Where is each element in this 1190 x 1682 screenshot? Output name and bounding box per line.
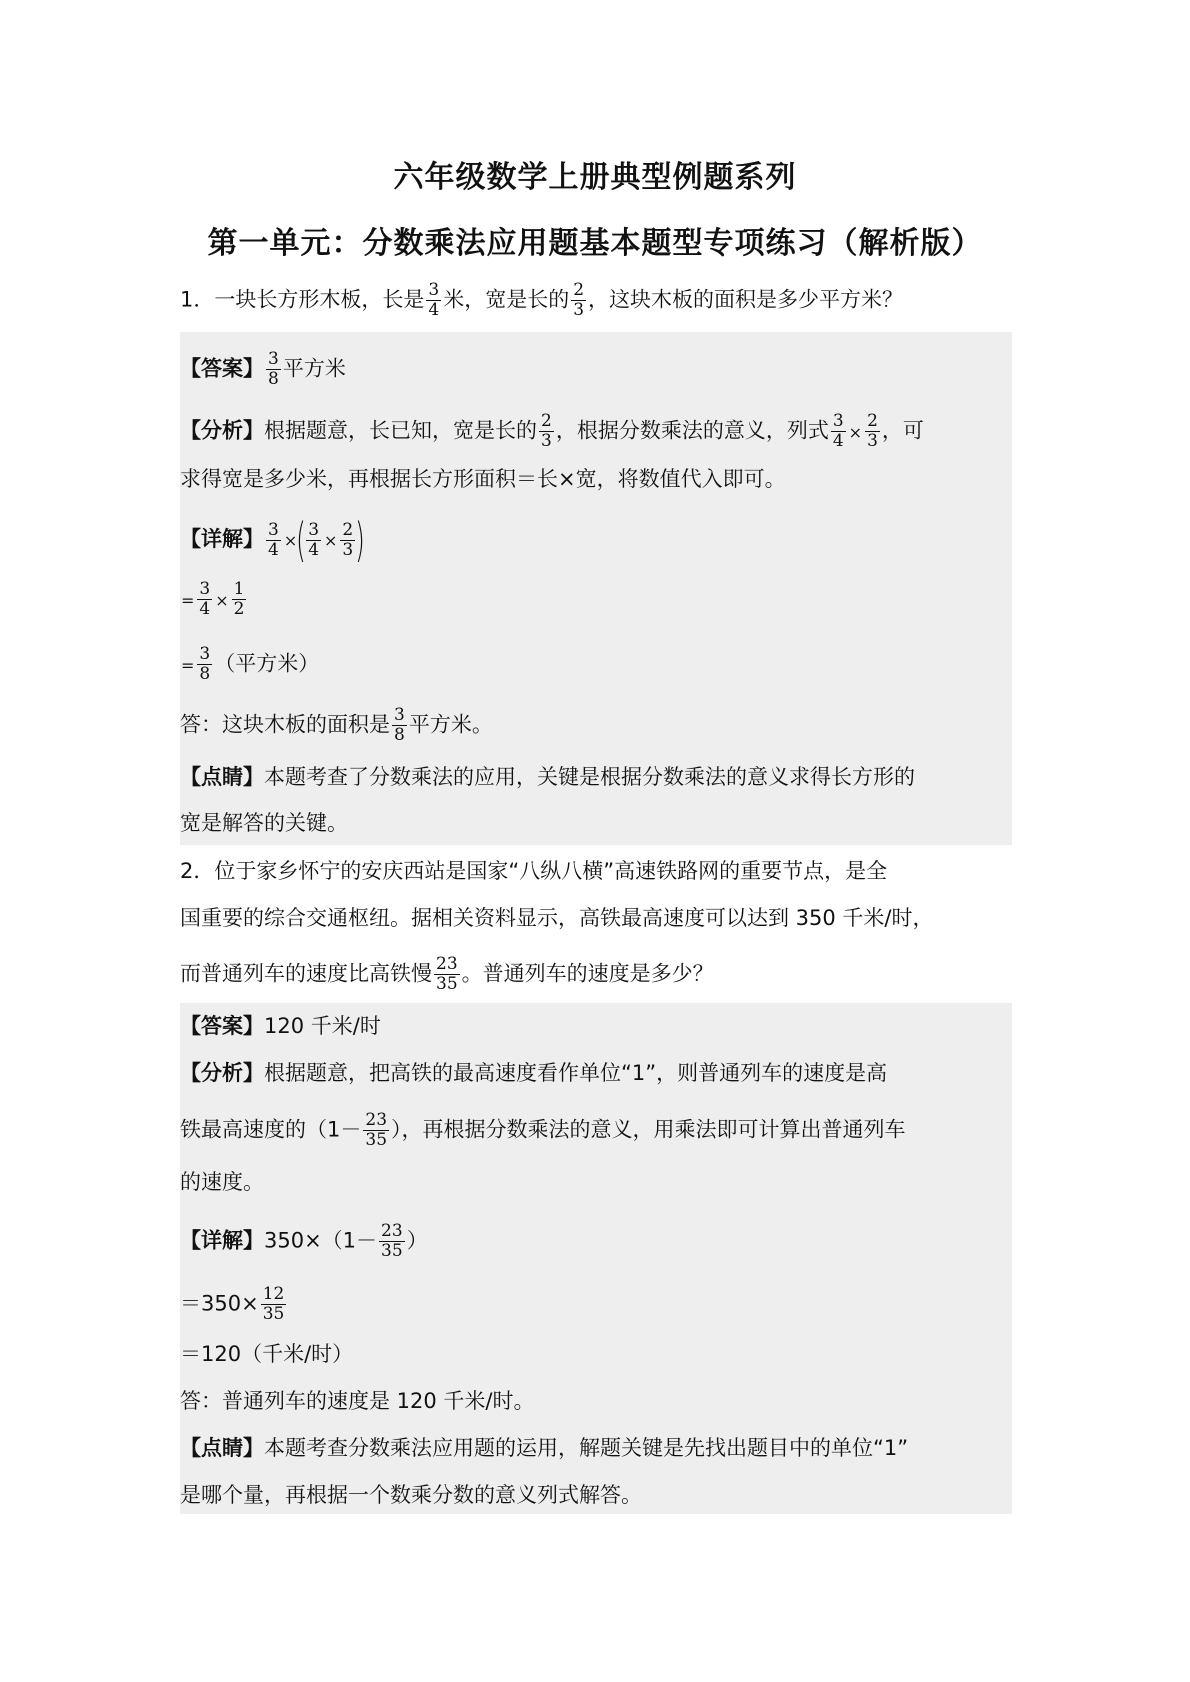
fraction: [197, 580, 212, 619]
denominator: 35: [365, 1130, 388, 1150]
analysis-text: 根据题意，长已知，宽是长的: [264, 418, 537, 443]
numerator: 2: [867, 411, 878, 431]
numerator: 3: [199, 644, 211, 664]
fraction: [392, 706, 407, 745]
question-text: 而普通列车的速度比高铁慢: [180, 961, 432, 986]
problem-2-question-line-1: 2．位于家乡怀宁的安庆西站是国家“八纵八横”高速铁路网的重要节点，是全: [180, 859, 888, 883]
detail-tag: 【详解】: [180, 1228, 264, 1253]
denominator: 4: [308, 539, 320, 560]
denominator: 8: [199, 664, 211, 684]
fraction: [379, 1222, 405, 1261]
problem-1-step-3: [180, 645, 319, 684]
problem-1-analysis-line-1: [180, 412, 924, 451]
fraction: [266, 350, 281, 389]
question-text: 。普通列车的速度是多少？: [461, 961, 714, 986]
fraction: [306, 521, 321, 560]
numerator: 3: [268, 349, 279, 369]
numerator: 3: [268, 519, 279, 540]
analysis-text: ，根据分数乘法的意义，列式: [555, 418, 829, 443]
left-paren: (: [296, 513, 307, 567]
problem-1-detail: [180, 513, 366, 567]
fraction: [232, 580, 247, 619]
question-text: ，这块木板的面积是多少平方米？: [588, 287, 904, 312]
times-sign: ×: [215, 590, 229, 610]
problem-2-question-line-3: [180, 955, 714, 994]
fraction: [434, 955, 460, 994]
problem-2-detail: [180, 1222, 428, 1261]
numerator: 3: [199, 579, 211, 599]
problem-1-step-2: [180, 580, 248, 619]
fraction: [426, 281, 441, 320]
analysis-tag: 【分析】: [180, 1061, 264, 1085]
point-text: 本题考查分数乘法应用题的运用，解题关键是先找出题目中的单位“1”: [264, 1436, 909, 1460]
right-paren: ): [355, 513, 366, 567]
page-subtitle: 第一单元：分数乘法应用题基本题型专项练习（解析版）: [207, 226, 983, 261]
numerator: 23: [381, 1221, 403, 1241]
fraction: [266, 521, 281, 560]
analysis-text: 铁最高速度的（1－: [180, 1117, 362, 1142]
point-tag: 【点睛】: [180, 1436, 264, 1460]
problem-2-step-3: ＝120（千米/时）: [180, 1342, 354, 1366]
numerator: 3: [428, 280, 440, 300]
question-text: 米，宽是长的: [443, 287, 570, 312]
unit-text: （平方米）: [214, 651, 320, 676]
denominator: 4: [268, 539, 279, 560]
equals-sign: =: [181, 590, 195, 610]
reply-text: 平方米。: [408, 712, 493, 737]
detail-tag: 【详解】: [180, 527, 264, 551]
analysis-text: 根据题意，把高铁的最高速度看作单位“1”，则普通列车的速度是高: [264, 1061, 888, 1085]
denominator: 2: [233, 599, 245, 619]
problem-2-question-line-2: 国重要的综合交通枢纽。据相关资料显示，高铁最高速度可以达到 350 千米/时，: [180, 906, 934, 930]
numerator: 2: [541, 411, 552, 431]
fraction: [571, 281, 586, 320]
times-sign: ×: [283, 531, 298, 550]
page-title: 六年级数学上册典型例题系列: [393, 160, 797, 195]
denominator: 35: [436, 974, 458, 994]
denominator: 4: [832, 431, 844, 451]
analysis-text: ，可: [881, 418, 924, 443]
denominator: 8: [394, 725, 405, 745]
problem-1-point-line-2: 宽是解答的关键。: [180, 811, 348, 835]
fraction: [539, 412, 554, 451]
numerator: 3: [394, 705, 405, 725]
denominator: 4: [428, 300, 440, 320]
detail-text: ）: [406, 1228, 428, 1253]
detail-text: 350×（1－: [264, 1228, 378, 1253]
denominator: 3: [573, 300, 585, 320]
numerator: 3: [832, 411, 844, 431]
numerator: 1: [233, 579, 245, 599]
fraction: [261, 1285, 287, 1324]
problem-2-point-line-2: 是哪个量，再根据一个数乘分数的意义列式解答。: [180, 1483, 642, 1507]
numerator: 23: [365, 1110, 388, 1130]
answer-text: 120 千米/时: [264, 1014, 381, 1038]
problem-1-reply: [180, 706, 493, 745]
problem-1-answer: [180, 350, 346, 389]
fraction: [363, 1111, 389, 1150]
times-sign: ×: [848, 422, 863, 442]
answer-tag: 【答案】: [180, 356, 264, 381]
denominator: 3: [342, 539, 354, 560]
numerator: 12: [262, 1284, 285, 1304]
denominator: 35: [262, 1304, 285, 1324]
fraction: [831, 412, 846, 451]
problem-2-answer: [180, 1011, 381, 1041]
fraction: [340, 521, 355, 560]
numerator: 2: [573, 280, 585, 300]
problem-2-point-line-1: [180, 1433, 908, 1463]
problem-2-analysis-line-2: [180, 1111, 906, 1150]
denominator: 3: [867, 431, 878, 451]
equals-sign: =: [181, 655, 195, 675]
problem-2-analysis-line-1: [180, 1058, 887, 1088]
problem-1-point-line-1: [180, 762, 915, 792]
answer-unit: 平方米: [282, 356, 346, 381]
answer-tag: 【答案】: [180, 1014, 264, 1038]
numerator: 3: [308, 519, 320, 540]
problem-2-step-2: [180, 1285, 288, 1324]
denominator: 3: [541, 431, 552, 451]
step-text: ＝350×: [180, 1291, 259, 1316]
denominator: 8: [268, 369, 279, 389]
problem-1-question: [180, 281, 903, 320]
problem-2-reply: 答：普通列车的速度是 120 千米/时。: [180, 1389, 535, 1413]
numerator: 23: [436, 954, 458, 974]
times-sign: ×: [324, 531, 338, 550]
question-text: 1．一块长方形木板，长是: [180, 287, 425, 312]
denominator: 4: [199, 599, 211, 619]
denominator: 35: [381, 1241, 403, 1261]
reply-text: 答：这块木板的面积是: [180, 712, 390, 737]
fraction: [865, 412, 880, 451]
point-tag: 【点睛】: [180, 765, 264, 789]
point-text: 本题考查了分数乘法的应用，关键是根据分数乘法的意义求得长方形的: [264, 765, 915, 789]
analysis-text: ），再根据分数乘法的意义，用乘法即可计算出普通列车: [391, 1117, 906, 1142]
problem-1-analysis-line-2: 求得宽是多少米，再根据长方形面积＝长×宽，将数值代入即可。: [180, 467, 786, 491]
analysis-tag: 【分析】: [180, 418, 264, 443]
problem-2-analysis-line-3: 的速度。: [180, 1170, 264, 1194]
fraction: [197, 645, 212, 684]
numerator: 2: [342, 519, 354, 540]
